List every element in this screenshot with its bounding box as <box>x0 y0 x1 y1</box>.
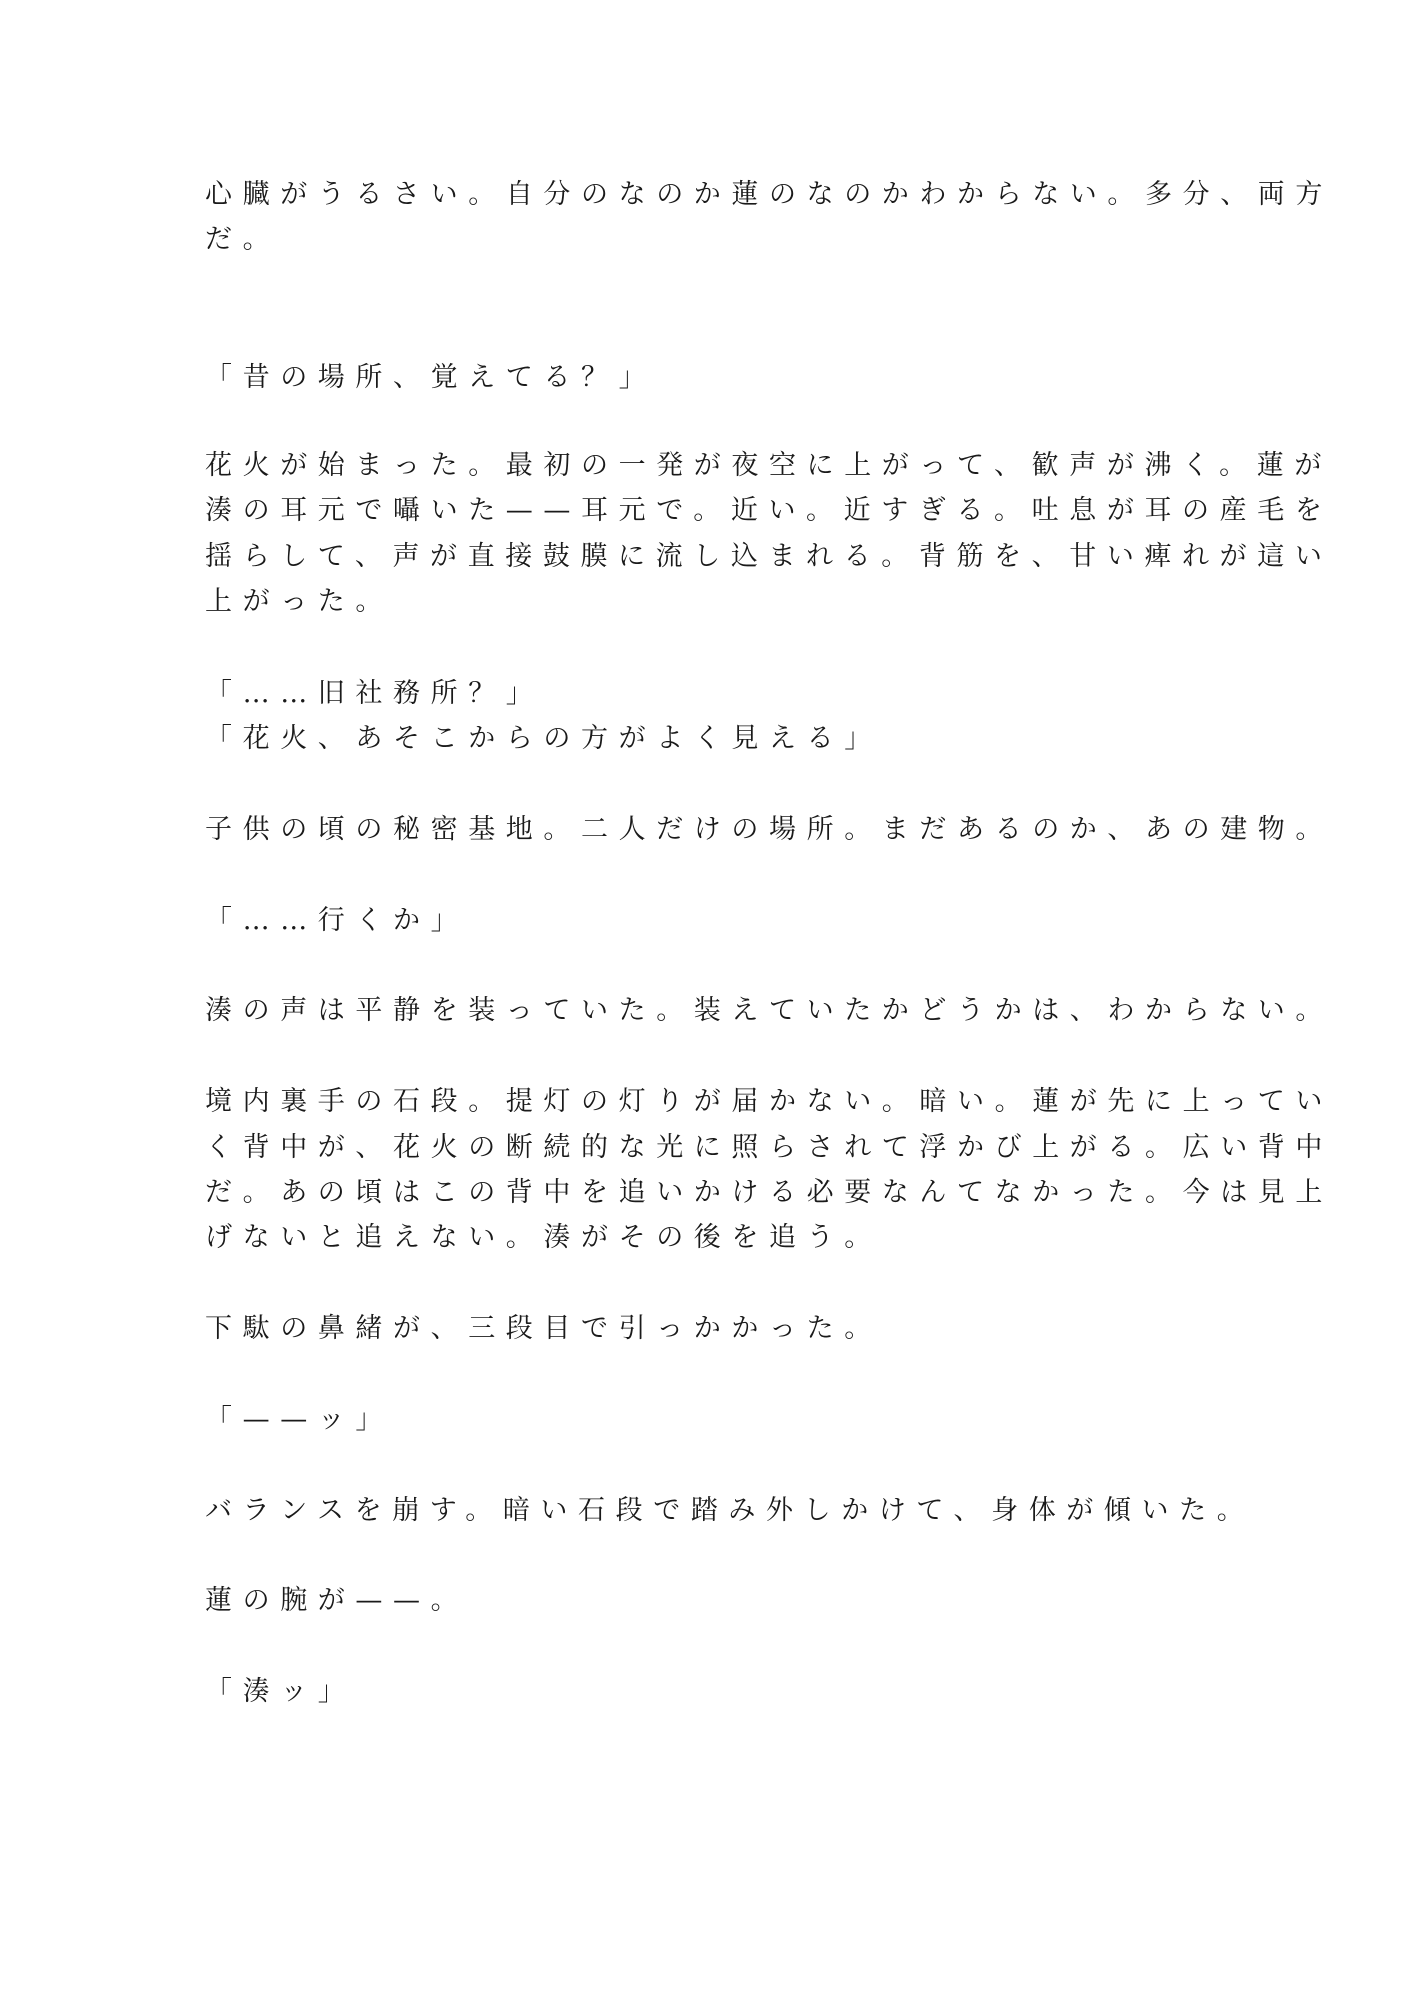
dialogue-line: 「……行くか」 <box>205 905 469 936</box>
dialogue-line: 「——ッ」 <box>205 1404 393 1435</box>
dialogue-line: 「……旧社務所？」 <box>205 678 544 709</box>
text-line: 花火が始まった。最初の一発が夜空に上がって、歓声が沸く。蓮が <box>205 450 1332 481</box>
dialogue-line: 「花火、あそこからの方がよく見える」 <box>205 723 882 754</box>
dialogue-line: 「湊ッ」 <box>205 1676 356 1707</box>
text-line: く背中が、花火の断続的な光に照らされて浮かび上がる。広い背中 <box>205 1132 1333 1163</box>
dialogue-line: 「昔の場所、覚えてる？」 <box>205 362 657 393</box>
text-line: 下駄の鼻緒が、三段目で引っかかった。 <box>205 1313 882 1344</box>
text-line: 心臓がうるさい。自分のなのか蓮のなのかわからない。多分、両方 <box>205 179 1333 210</box>
text-line: だ。あの頃はこの背中を追いかける必要なんてなかった。今は見上 <box>205 1177 1333 1208</box>
text-line: 蓮の腕が——。 <box>205 1585 469 1616</box>
text-line: バランスを崩す。暗い石段で踏み外しかけて、身体が傾いた。 <box>205 1495 1255 1526</box>
text-line: だ。 <box>205 224 281 255</box>
text-line: 揺らして、声が直接鼓膜に流し込まれる。背筋を、甘い痺れが這い <box>205 541 1333 572</box>
text-line: 上がった。 <box>205 586 393 617</box>
text-line: 湊の耳元で囁いた——耳元で。近い。近すぎる。吐息が耳の産毛を <box>205 495 1333 526</box>
text-line: げないと追えない。湊がその後を追う。 <box>205 1222 882 1253</box>
text-line: 湊の声は平静を装っていた。装えていたかどうかは、わからない。 <box>205 995 1333 1026</box>
text-line: 境内裏手の石段。提灯の灯りが届かない。暗い。蓮が先に上ってい <box>205 1086 1333 1117</box>
text-line: 子供の頃の秘密基地。二人だけの場所。まだあるのか、あの建物。 <box>205 814 1333 845</box>
